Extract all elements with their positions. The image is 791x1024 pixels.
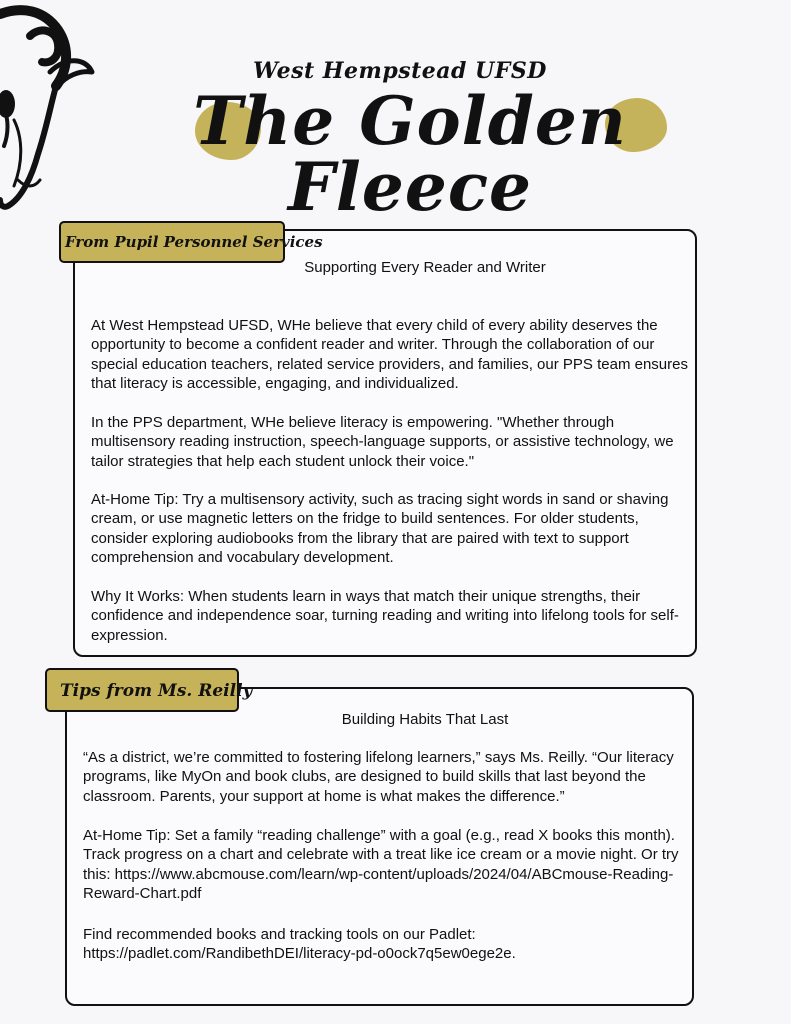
pps-section-tag: From Pupil Personnel Services: [59, 221, 285, 263]
district-name: West Hempstead UFSD: [253, 58, 547, 84]
pps-paragraph-intro: At West Hempstead UFSD, WHe believe that every child of every ability deserves the opportunity to become a confident reader and writer. Through the collaboration of our special education teachers, related service providers, and families, our PPS team ensures that literacy is accessible, engaging, and individualized.: [91, 317, 688, 393]
pps-paragraph-why-it-works: Why It Works: When students learn in ways that match their unique strengths, their confidence and independence soar, turning reading and writing into lifelong tools for self-expression.: [91, 588, 679, 644]
pps-article-heading: Supporting Every Reader and Writer: [304, 259, 546, 276]
newsletter-title: The Golden Fleece: [193, 82, 627, 226]
ram-mascot-icon: [0, 0, 100, 215]
pps-paragraph-home-tip: At-Home Tip: Try a multisensory activity, such as tracing sight words in sand or shaving cream, or use magnetic letters on the fridge to build sentences. For older students, consider exploring audiobooks from the library that are paired with text to support comprehension and vocabulary development.: [91, 491, 669, 567]
padlet-paragraph: [83, 925, 683, 964]
pps-paragraph-empowering: In the PPS department, WHe believe literacy is empowering. "Whether through multisensory reading instruction, speech-language supports, or assistive technology, we tailor strategies that help each student unlock their voice.": [91, 414, 674, 470]
padlet-text: Find recommended books and tracking tools on our Padlet:: [83, 926, 476, 943]
reilly-quote-paragraph: “As a district, we’re committed to fostering lifelong learners,” says Ms. Reilly. “Our literacy programs, like MyOn and book clubs, are designed to build skills that last beyond the classroom. Parents, your support at home is what makes the difference.”: [83, 749, 674, 805]
reilly-article-heading: Building Habits That Last: [341, 711, 509, 728]
reilly-section-tag: Tips from Ms. Reilly: [45, 668, 239, 712]
reilly-home-tip-paragraph[interactable]: At-Home Tip: Set a family “reading challenge” with a goal (e.g., read X books this month). Track progress on a chart and celebrate with a treat like ice cream or a movie night. Or try this: https://www.abcmouse.com/learn/wp-content/uploads/2024/04/ABCmouse-Reading-Reward-Chart.pdf: [83, 827, 679, 903]
padlet-link[interactable]: https://padlet.com/RandibethDEI/literacy-pd-o0ock7q5ew0ege2e.: [83, 945, 516, 963]
